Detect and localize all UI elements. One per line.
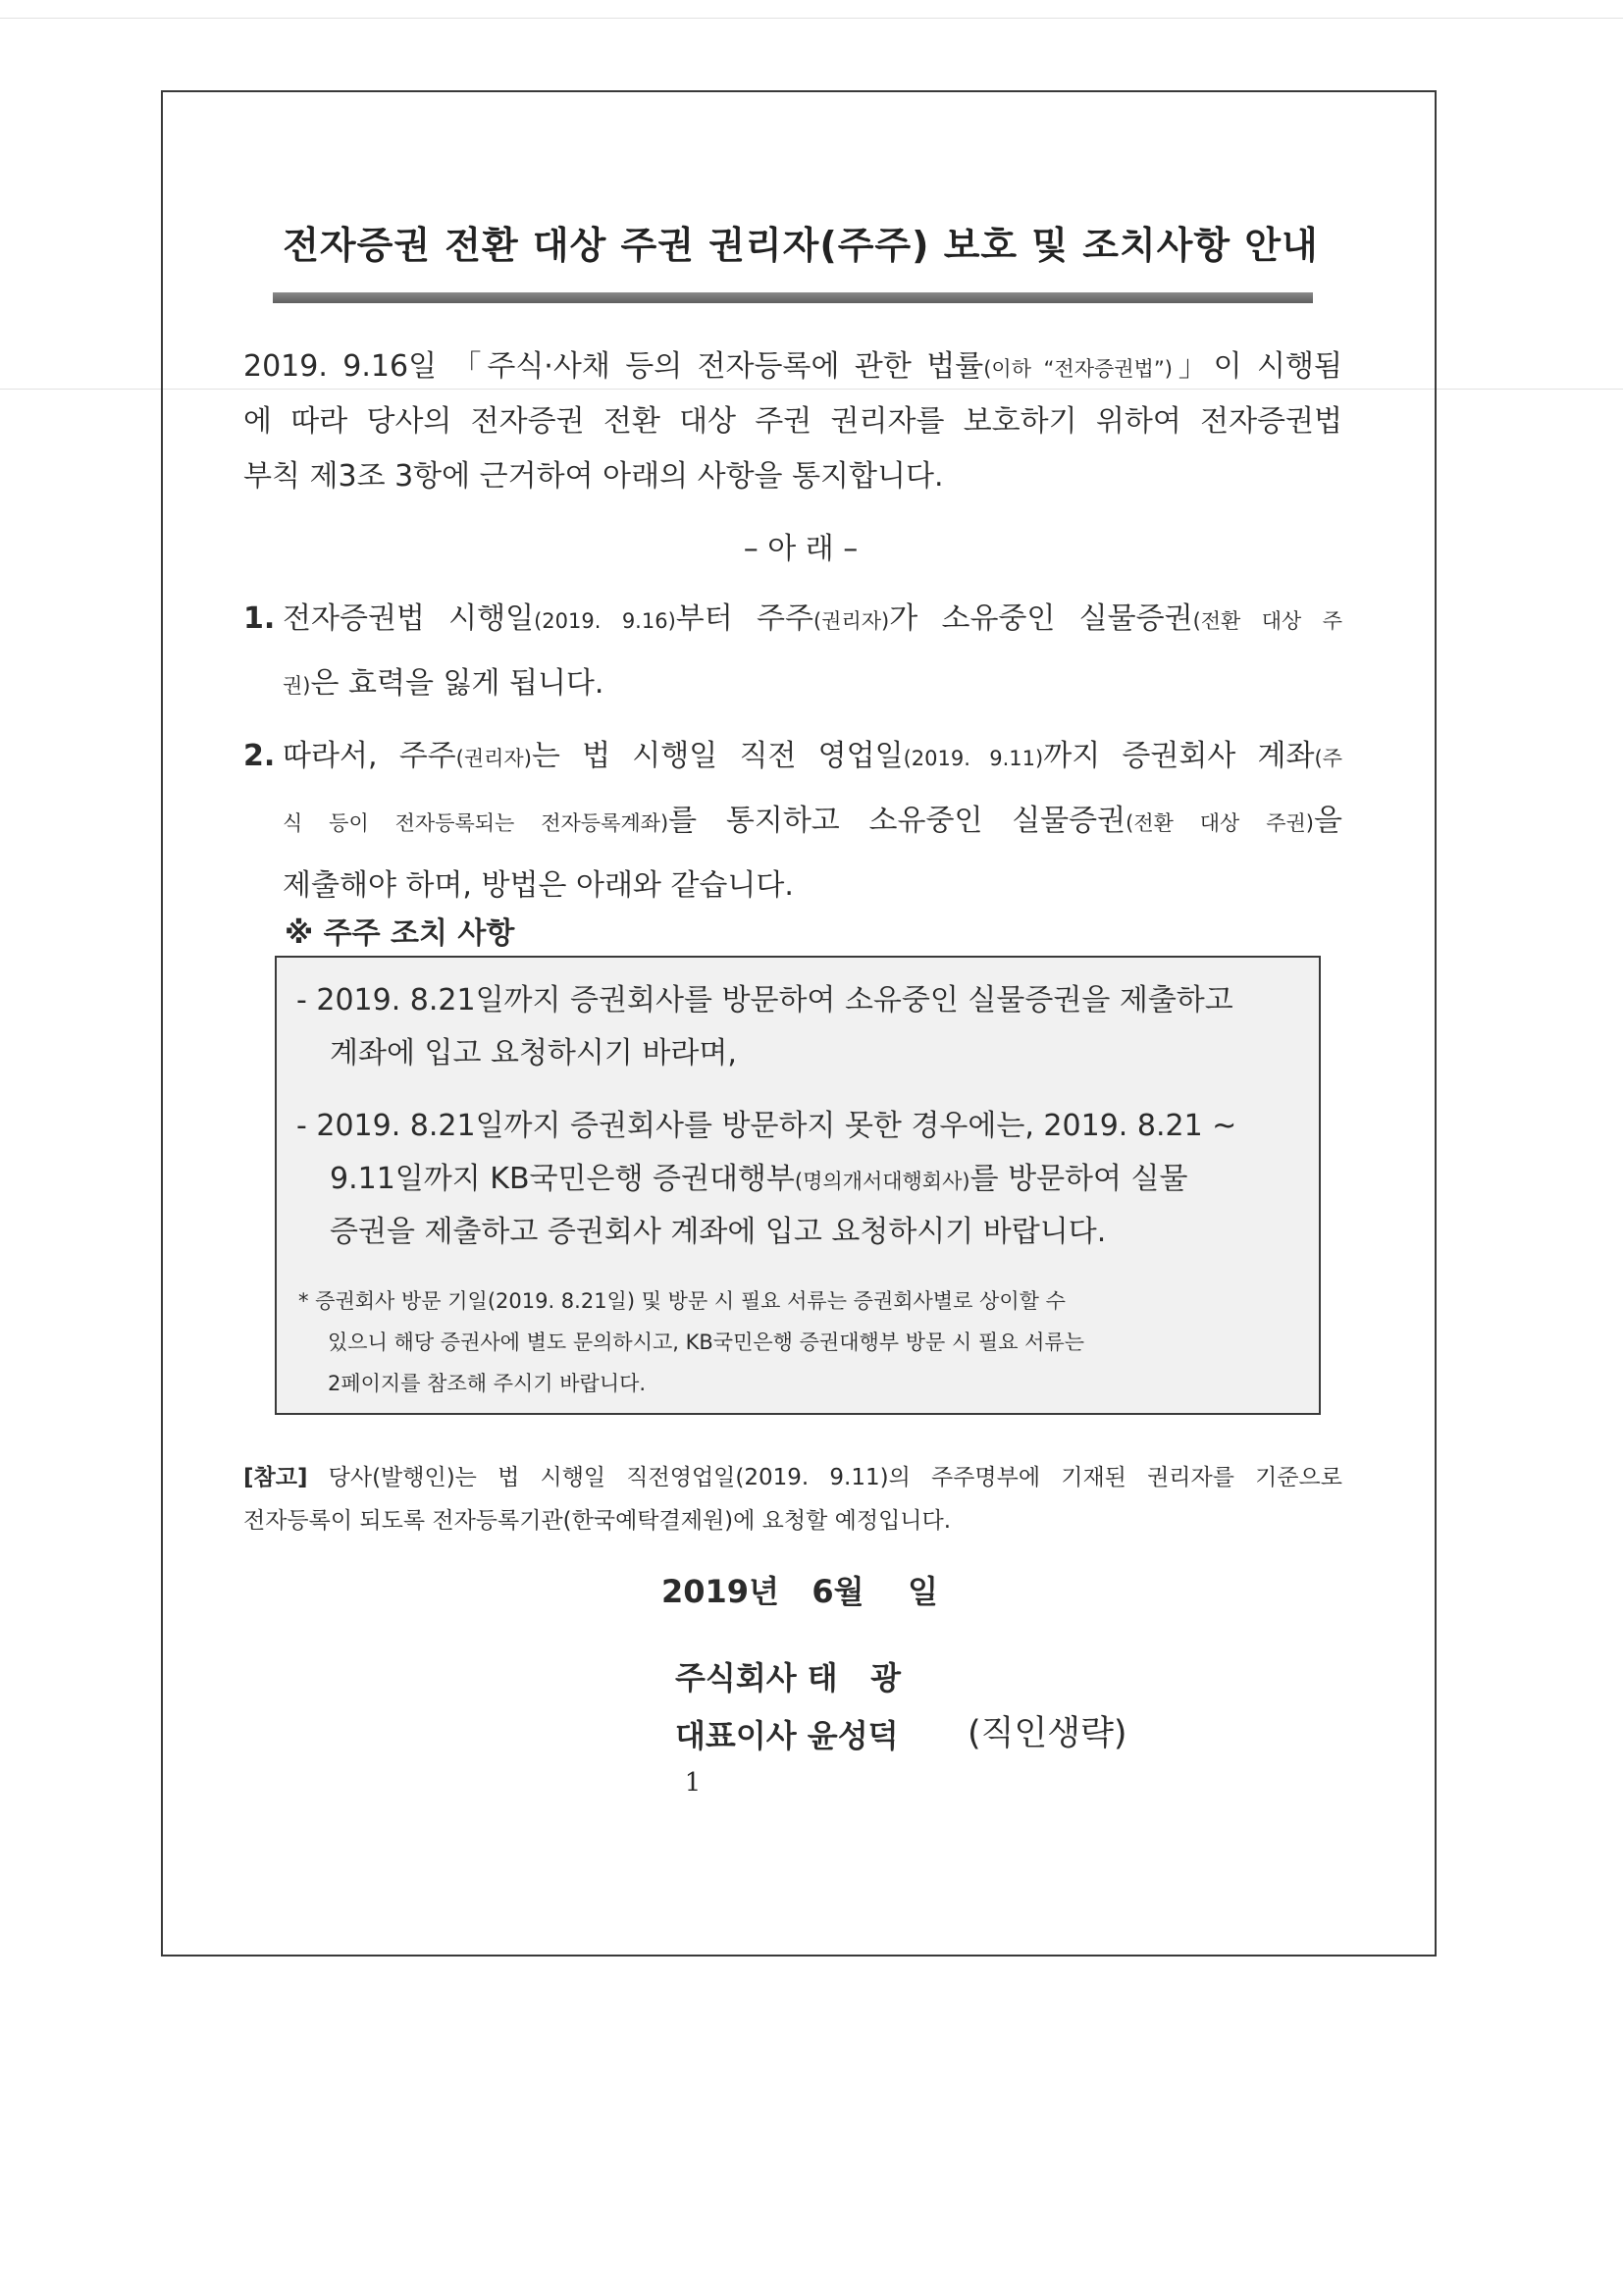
measures-note-line-2: 있으니 해당 증권사에 별도 문의하시고, KB국민은행 증권대행부 방문 시 필요 서류는 — [328, 1331, 1085, 1354]
item-parenthetical: 식 등이 전자등록되는 전자등록계좌) — [283, 811, 669, 835]
document-frame — [161, 90, 1437, 1957]
item-text: 를 통지하고 소유중인 실물증권 — [668, 804, 1126, 838]
item-parenthetical: (2019. 9.11) — [903, 747, 1044, 770]
reference-line-1 — [243, 1456, 1342, 1499]
intro-text: 」이 시행됨 — [1172, 349, 1342, 384]
item-1-line-2 — [283, 652, 1342, 717]
reference-note — [243, 1456, 1342, 1542]
item-text: 가 소유중인 실물증권 — [889, 601, 1193, 636]
item-parenthetical: (권리자) — [812, 609, 890, 633]
document-title: 전자증권 전환 대상 주권 권리자(주주) 보호 및 조치사항 안내 — [283, 224, 1319, 267]
reference-label: [참고] — [243, 1465, 308, 1490]
measure-2-line-3: 증권을 제출하고 증권회사 계좌에 입고 요청하시기 바랍니다. — [330, 1215, 1107, 1249]
item-text: 따라서, 주주 — [283, 739, 456, 773]
item-text: 는 법 시행일 직전 영업일 — [531, 739, 904, 773]
item-parenthetical: 권) — [283, 674, 311, 698]
seal-omitted-note: (직인생략) — [968, 1714, 1127, 1753]
measure-1-line-1: - 2019. 8.21일까지 증권회사를 방문하여 소유중인 실물증권을 제출하고 — [296, 983, 1233, 1018]
item-1-line-1 — [283, 588, 1342, 652]
item-text: 을 — [1314, 804, 1342, 838]
item-parenthetical: (권리자) — [455, 747, 532, 770]
item-1-body — [283, 588, 1342, 717]
item-2-body — [283, 725, 1342, 917]
intro-line-3: 부칙 제3조 3항에 근거하여 아래의 사항을 통지합니다. — [243, 459, 944, 494]
measure-2-line-2 — [330, 1154, 1188, 1197]
measure-1-line-2: 계좌에 입고 요청하시기 바라며, — [330, 1036, 737, 1070]
item-1-number: 1. — [243, 601, 276, 636]
intro-text: 2019. 9.16일 「주식·사채 등의 전자등록에 관한 법률 — [243, 349, 984, 384]
title-underline-bar — [273, 292, 1313, 303]
item-2-line-1 — [283, 725, 1342, 790]
reference-line-2: 전자등록이 되도록 전자등록기관(한국예탁결제원)에 요청할 예정입니다. — [243, 1508, 952, 1534]
item-2-line-3: 제출해야 하며, 방법은 아래와 같습니다. — [283, 868, 794, 903]
item-parenthetical: (2019. 9.16) — [534, 609, 676, 633]
intro-line-2: 에 따라 당사의 전자증권 전환 대상 주권 권리자를 보호하기 위하여 전자증권법 — [243, 404, 1342, 439]
item-2-number: 2. — [243, 739, 276, 773]
item-text: 부터 주주 — [675, 601, 813, 636]
company-name: 주식회사 태 광 — [675, 1659, 902, 1696]
item-text: 은 효력을 잃게 됩니다. — [310, 666, 604, 701]
measures-note-line-1: * 증권회사 방문 기일(2019. 8.21일) 및 방문 시 필요 서류는 증권회사별로 상이할 수 — [298, 1289, 1066, 1313]
page-number: 1 — [684, 1768, 702, 1798]
item-parenthetical: (전환 대상 주권) — [1126, 811, 1314, 835]
below-marker: – 아 래 – — [743, 532, 859, 566]
measure-parenthetical: (명의개서대행회사) — [794, 1170, 970, 1193]
item-text: 전자증권법 시행일 — [283, 601, 535, 636]
document-date: 2019년 6월 일 — [661, 1573, 939, 1610]
item-parenthetical: (주 — [1314, 747, 1342, 770]
item-parenthetical: (전환 대상 주 — [1192, 609, 1342, 633]
scan-artifact-line — [0, 18, 1623, 19]
measure-text: 를 방문하여 실물 — [969, 1162, 1188, 1196]
reference-text: 당사(발행인)는 법 시행일 직전영업일(2019. 9.11)의 주주명부에 기재된 권리자를 기준으로 — [307, 1465, 1342, 1490]
measure-text: 9.11일까지 KB국민은행 증권대행부 — [330, 1162, 795, 1196]
item-text: 까지 증권회사 계좌 — [1043, 739, 1315, 773]
item-2-line-2 — [283, 790, 1342, 855]
intro-parenthetical: (이하 “전자증권법”) — [983, 357, 1173, 381]
measures-heading: ※ 주주 조치 사항 — [285, 916, 515, 951]
measures-note-line-3: 2페이지를 참조해 주시기 바랍니다. — [328, 1372, 647, 1395]
ceo-name: 대표이사 윤성덕 — [675, 1717, 899, 1754]
measure-2-line-1: - 2019. 8.21일까지 증권회사를 방문하지 못한 경우에는, 2019. 8.21 ~ — [296, 1109, 1237, 1143]
intro-line-1 — [243, 339, 1342, 396]
measures-box — [275, 956, 1321, 1415]
